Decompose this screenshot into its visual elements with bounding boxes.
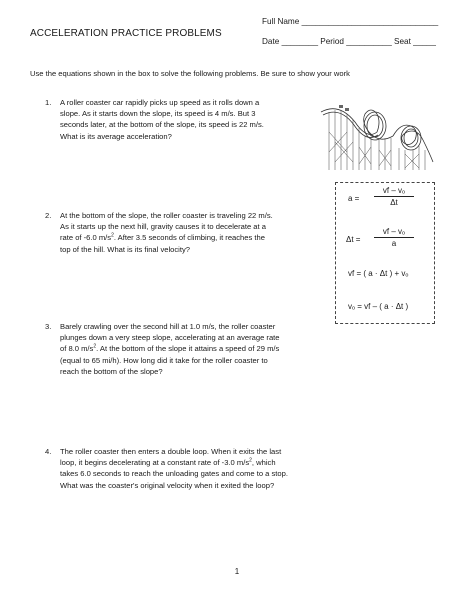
full-name-field: Full Name ______________________________ [262, 17, 439, 26]
problem-line: A roller coaster car rapidly picks up speed as it rolls down a [60, 98, 260, 107]
problem-number: 3. [45, 322, 52, 331]
date-period-seat-fields: Date ________ Period __________ Seat _____ [262, 37, 436, 46]
page-number: 1 [234, 567, 240, 576]
problem-line: slope. As it starts down the slope, its speed is 4 m/s. But 3 [60, 109, 256, 119]
problem-line: (equal to 65 mi/h). How long did it take for the roller coaster to [60, 355, 268, 365]
eq3: vf = ( a · Δt ) + vₒ [348, 269, 409, 278]
eq1-denominator: Δt [390, 198, 398, 207]
eq1-fraction [374, 186, 414, 207]
eq2-numerator: vf – vₒ [382, 227, 406, 236]
problem-line: of 8.0 $m/s^2$. At the bottom of the slope it attains a speed of 29 m/s [60, 343, 280, 354]
eq2-lhs: Δt = [346, 235, 361, 244]
eq2-fraction [374, 227, 414, 248]
equations-box [335, 182, 435, 324]
roller-coaster-illustration [319, 92, 435, 172]
problem-line: loop, it begins decelerating at a constant rate of -3.0 $m/s^2$, which [60, 457, 276, 468]
problem-line: Barely crawling over the second hill at 1.0 m/s, the roller coaster [60, 322, 276, 331]
problem-line: top of the hill. What is its final velocity? [60, 244, 190, 254]
instructions: Use the equations shown in the box to solve the following problems. Be sure to show your work [30, 69, 350, 78]
problem-line: At the bottom of the slope, the roller coaster is traveling 22 m/s. [60, 211, 273, 220]
problem-line: rate of -6.0 $m/s^2$. After 3.5 seconds of climbing, it reaches the [60, 232, 265, 243]
eq1-lhs: a = [348, 194, 360, 203]
problem-line: As it starts up the next hill, gravity causes it to decelerate at a [60, 222, 266, 232]
problem-line: seconds later, at the bottom of the slope, its speed is 22 m/s. [60, 120, 264, 130]
problem-line: What was the coaster's original velocity when it exited the loop? [60, 480, 275, 490]
eq2-denominator: a [391, 239, 397, 248]
problem-line: takes 6.0 seconds to reach the unloading gates and come to a stop. [60, 469, 288, 479]
problem-line: What is its average acceleration? [60, 131, 172, 141]
problem-line: The roller coaster then enters a double loop. When it exits the last [60, 447, 282, 456]
problem-number: 2. [45, 211, 52, 220]
problem-number: 1. [45, 98, 52, 107]
eq1-numerator: vf – vₒ [382, 186, 406, 195]
problem-line: reach the bottom of the slope? [60, 366, 163, 376]
page-title: ACCELERATION PRACTICE PROBLEMS [30, 28, 222, 39]
problem-line: plunges down a very steep slope, accelerating at an average rate [60, 333, 280, 343]
problem-number: 4. [45, 447, 52, 456]
eq4: vₒ = vf – ( a · Δt ) [348, 302, 409, 311]
